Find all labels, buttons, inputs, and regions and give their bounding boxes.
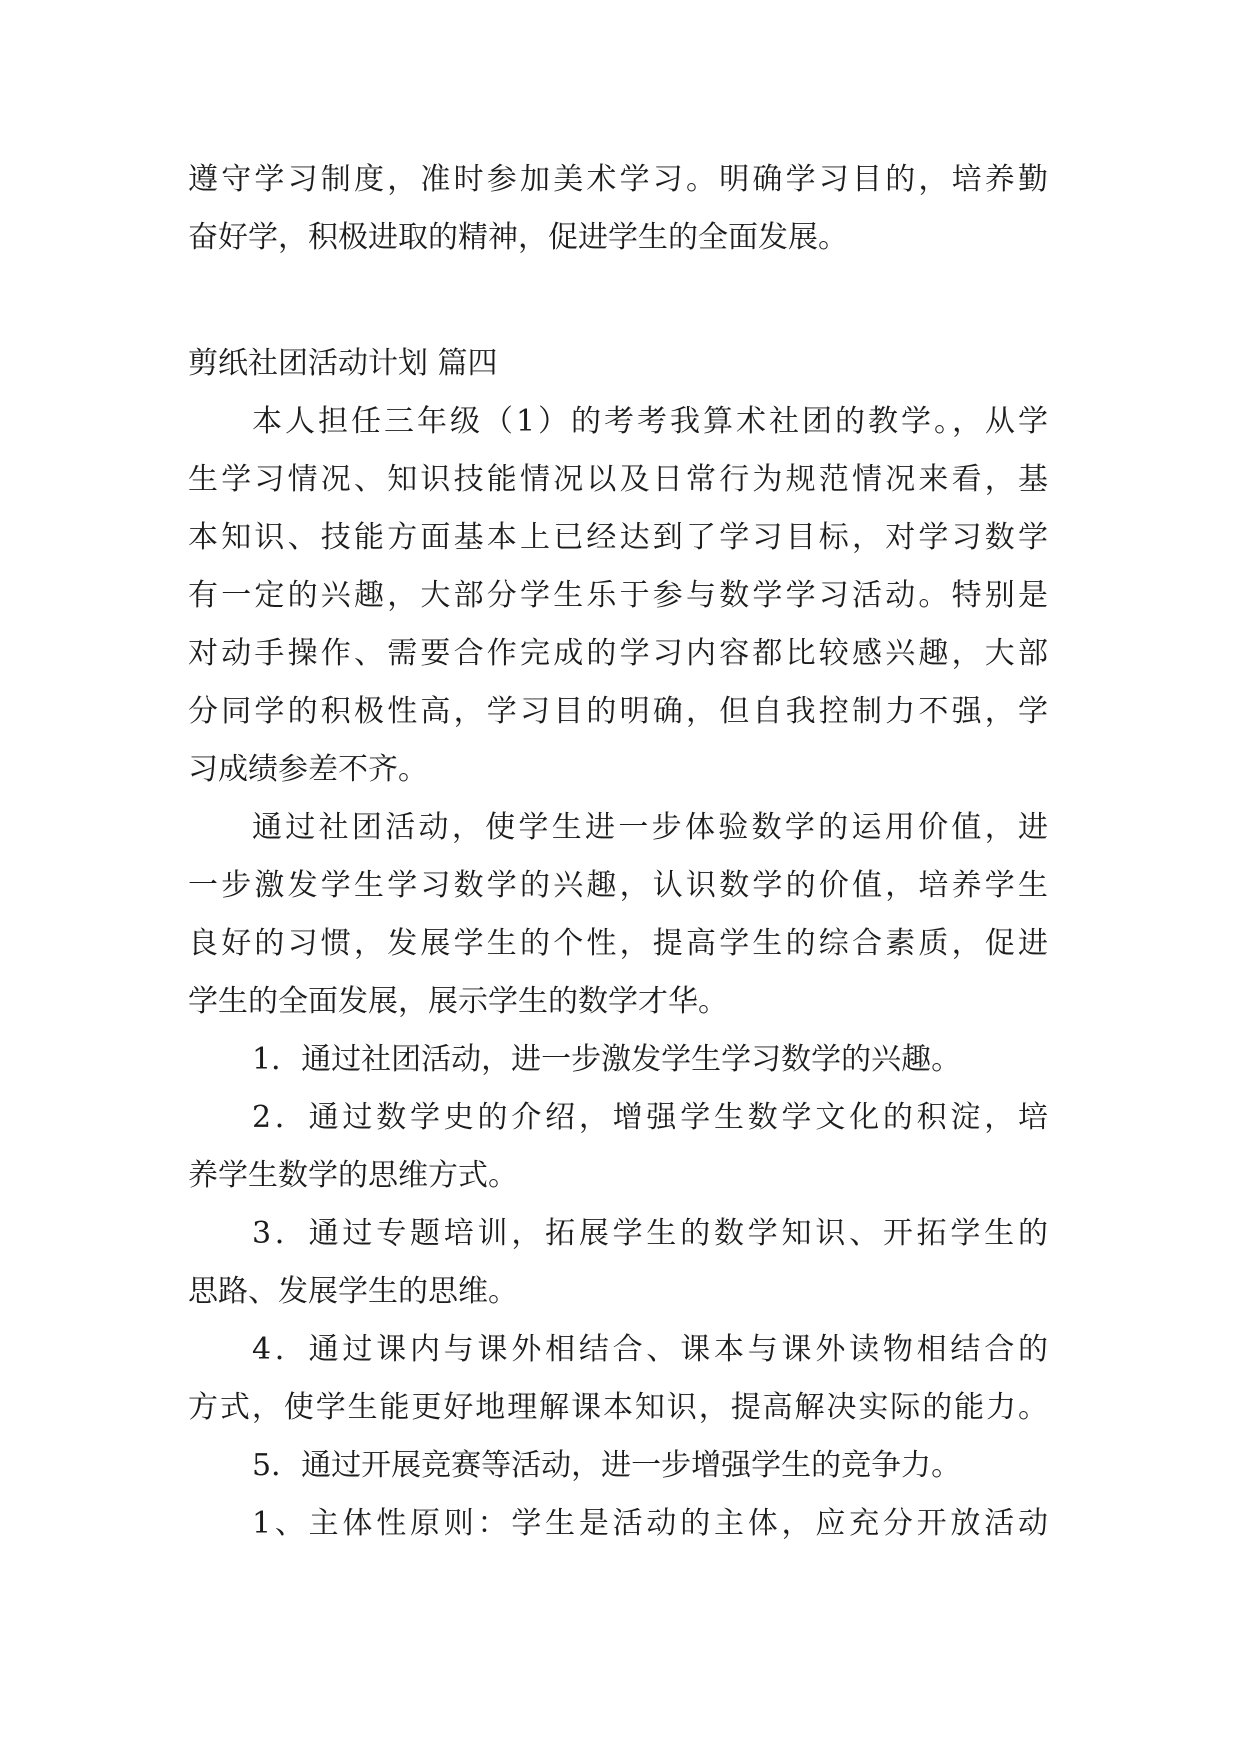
list-item: 1．通过社团活动，进一步激发学生学习数学的兴趣。 [252, 1042, 962, 1077]
text-line: 奋好学，积极进取的精神，促进学生的全面发展。 [188, 220, 848, 255]
text-line: 学生的全面发展，展示学生的数学才华。 [188, 984, 728, 1019]
text-line: 本人担任三年级（1）的考考我算术社团的教学。，从学 [252, 404, 1048, 439]
text-line: 遵守学习制度，准时参加美术学习。明确学习目的，培养勤 [188, 162, 1048, 197]
list-item: 4．通过课内与课外相结合、课本与课外读物相结合的 [252, 1332, 1048, 1367]
text-line: 分同学的积极性高，学习目的明确，但自我控制力不强，学 [188, 694, 1048, 729]
text-line: 养学生数学的思维方式。 [188, 1158, 518, 1193]
text-line: 有一定的兴趣，大部分学生乐于参与数学学习活动。特别是 [188, 578, 1048, 613]
list-item: 3．通过专题培训，拓展学生的数学知识、开拓学生的 [252, 1216, 1048, 1251]
text-line: 本知识、技能方面基本上已经达到了学习目标，对学习数学 [188, 520, 1048, 555]
text-line: 对动手操作、需要合作完成的学习内容都比较感兴趣，大部 [188, 636, 1048, 671]
text-line: 良好的习惯，发展学生的个性，提高学生的综合素质，促进 [188, 926, 1048, 961]
list-item: 2．通过数学史的介绍，增强学生数学文化的积淀，培 [252, 1100, 1048, 1135]
text-line: 思路、发展学生的思维。 [188, 1274, 518, 1309]
section-title: 剪纸社团活动计划 篇四 [188, 346, 498, 381]
text-line: 通过社团活动，使学生进一步体验数学的运用价值，进 [252, 810, 1048, 845]
text-line: 生学习情况、知识技能情况以及日常行为规范情况来看，基 [188, 462, 1048, 497]
list-item: 5．通过开展竞赛等活动，进一步增强学生的竞争力。 [252, 1448, 962, 1483]
text-line: 方式，使学生能更好地理解课本知识，提高解决实际的能力。 [188, 1390, 1048, 1425]
text-line: 一步激发学生学习数学的兴趣，认识数学的价值，培养学生 [188, 868, 1048, 903]
list-item: 1、主体性原则：学生是活动的主体，应充分开放活动 [252, 1506, 1048, 1541]
text-line: 习成绩参差不齐。 [188, 752, 428, 787]
